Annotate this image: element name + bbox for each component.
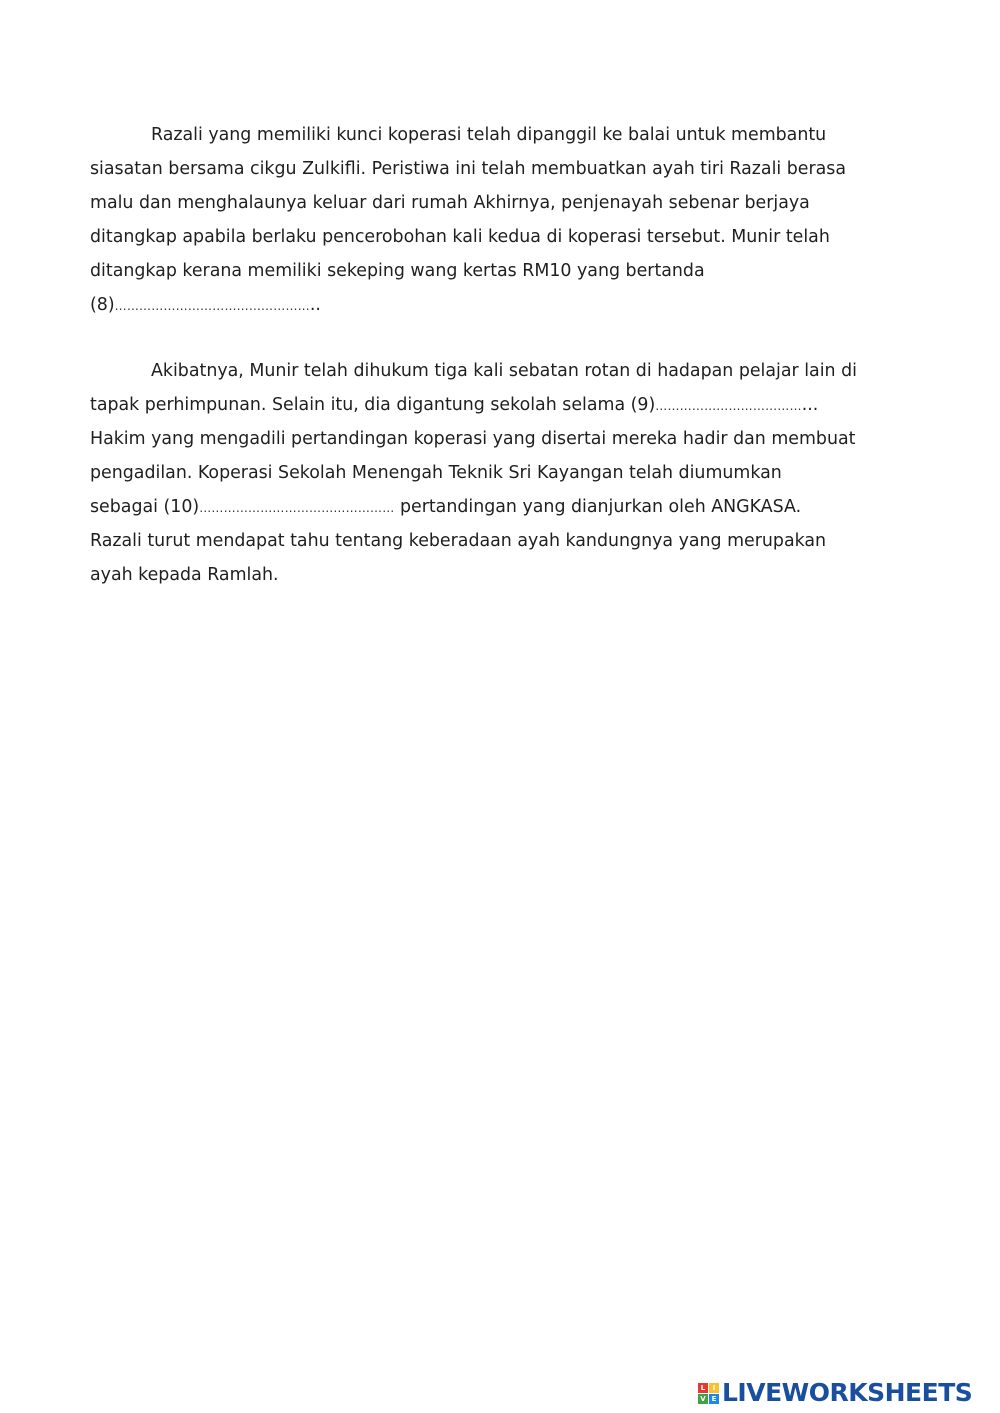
paragraph-1-line: malu dan menghalaunya keluar dari rumah Akhirnya, penjenayah sebenar berjaya	[90, 193, 810, 213]
paragraph-2-line: Razali turut mendapat tahu tentang keberadaan ayah kandungnya yang merupakan	[90, 531, 827, 551]
paragraph-2-line: ayah kepada Ramlah.	[90, 565, 279, 585]
blank-9-prefix: tapak perhimpunan. Selain itu, dia digantung sekolah selama (9)	[90, 395, 656, 415]
paragraph-1-line: ditangkap kerana memiliki sekeping wang kertas RM10 yang bertanda	[90, 261, 705, 281]
paragraph-1	[90, 118, 910, 322]
paragraph-2-line-blank-10	[90, 490, 910, 524]
paragraph-1-line: siasatan bersama cikgu Zulkifli. Peristiwa ini telah membuatkan ayah tiri Razali berasa	[90, 159, 847, 179]
paragraph-2-line: pengadilan. Koperasi Sekolah Menengah Teknik Sri Kayangan telah diumumkan	[90, 463, 782, 483]
liveworksheets-logo	[698, 1378, 972, 1408]
logo-mark-cell: L	[698, 1383, 708, 1393]
paragraph-1-line: ditangkap apabila berlaku pencerobohan kali kedua di koperasi tersebut. Munir telah	[90, 227, 830, 247]
blank-8-end: ..	[309, 295, 321, 315]
paragraph-2-line: Akibatnya, Munir telah dihukum tiga kali sebatan rotan di hadapan pelajar lain di	[151, 361, 857, 381]
paragraph-1-line: Razali yang memiliki kunci koperasi telah dipanggil ke balai untuk membantu	[151, 125, 827, 145]
blank-9-end: ...	[801, 395, 819, 415]
blank-8-label: (8)	[90, 295, 115, 315]
paragraph-2-line-blank-9	[90, 388, 910, 422]
blank-10-prefix: sebagai (10)	[90, 497, 200, 517]
blank-10-suffix: pertandingan yang dianjurkan oleh ANGKASA.	[394, 497, 802, 517]
logo-mark-cell: V	[698, 1394, 708, 1404]
logo-mark-icon	[698, 1383, 719, 1404]
paragraph-2	[90, 354, 910, 592]
paragraph-1-line-blank-8	[90, 288, 910, 322]
logo-mark-cell: I	[709, 1383, 719, 1393]
logo-mark-cell: E	[709, 1394, 719, 1404]
answer-blank-9[interactable]: ………………………………	[655, 399, 802, 413]
answer-blank-8[interactable]: …………………………………………	[114, 299, 310, 313]
passage	[90, 118, 910, 592]
paragraph-2-line: Hakim yang mengadili pertandingan koperasi yang disertai mereka hadir dan membuat	[90, 429, 856, 449]
paragraph-gap	[90, 322, 910, 354]
logo-text: LIVEWORKSHEETS	[722, 1378, 973, 1407]
answer-blank-10[interactable]: …………………………………………	[199, 501, 395, 515]
